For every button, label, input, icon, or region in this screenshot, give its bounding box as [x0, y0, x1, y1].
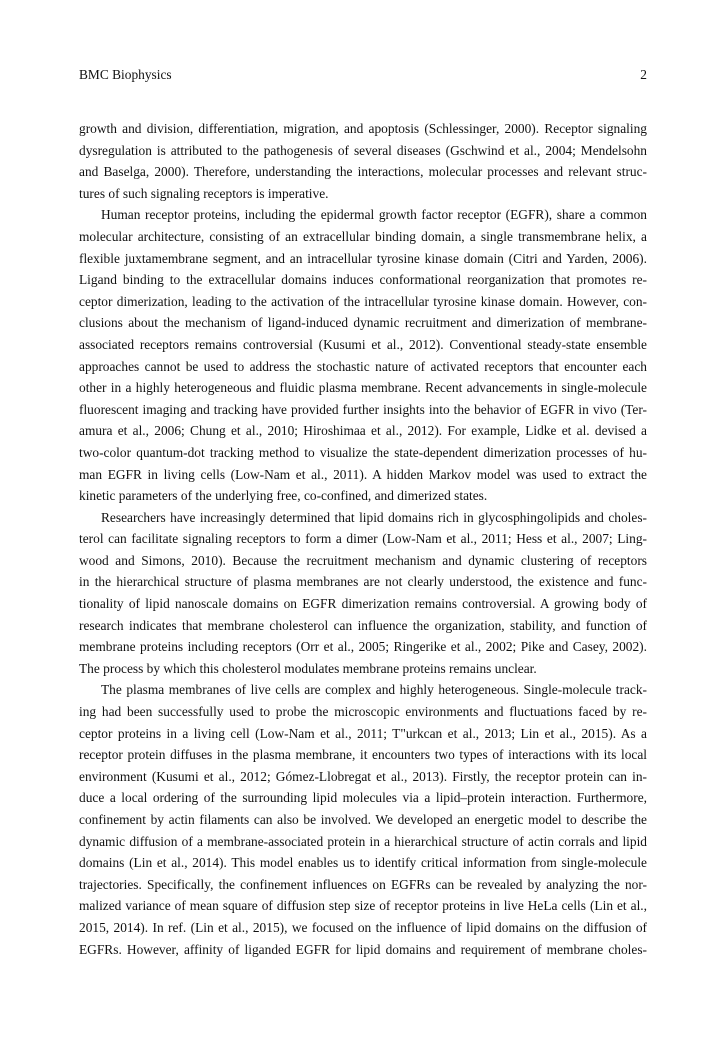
text-line: terol can facilitate signaling receptors to form a dimer (Low-Nam et al., 2011; Hess et al., 2007; Ling- [79, 531, 647, 547]
text-line: Researchers have increasingly determined that lipid domains rich in glycosphingolipids and choles- [101, 509, 647, 525]
text-line: receptor protein diffuses in the plasma membrane, it encounters two types of interactions with its local [79, 747, 647, 763]
text-line: Human receptor proteins, including the epidermal growth factor receptor (EGFR), share a common [101, 207, 647, 223]
text-line: 2015, 2014). In ref. (Lin et al., 2015), we focused on the influence of lipid domains on the diffusion of [79, 919, 647, 935]
text-line: environment (Kusumi et al., 2012; Gómez-Llobregat et al., 2013). Firstly, the receptor protein can in- [79, 768, 647, 784]
text-line: other in a highly heterogeneous and fluidic plasma membrane. Recent advancements in single-molecule [79, 380, 647, 396]
text-line: kinetic parameters of the underlying free, co-confined, and dimerized states. [79, 488, 488, 504]
paragraph [79, 679, 647, 960]
journal-name: BMC Biophysics [79, 67, 172, 82]
text-line: membrane proteins including receptors (Orr et al., 2005; Ringerike et al., 2002; Pike and Casey, 2002). [79, 639, 647, 655]
text-line: amura et al., 2006; Chung et al., 2010; Hiroshimaa et al., 2012). For example, Lidke et al. devised a [79, 423, 647, 439]
text-line: wood and Simons, 2010). Because the recruitment mechanism and dynamic clustering of receptors [79, 552, 647, 568]
text-line: flexible juxtamembrane segment, and an intracellular tyrosine kinase domain (Citri and Yarden, 2006). [79, 250, 647, 266]
body-text [79, 118, 647, 960]
text-line: associated receptors remains controversial (Kusumi et al., 2012). Conventional steady-state ensemble [79, 336, 647, 352]
text-line: growth and division, differentiation, migration, and apoptosis (Schlessinger, 2000). Receptor signaling [79, 121, 647, 136]
text-line: trajectories. Specifically, the confinement influences on EGFRs can be revealed by analyzing the nor- [79, 876, 647, 892]
text-line: ceptor dimerization, leading to the activation of the intracellular tyrosine kinase domain. However, con- [79, 293, 647, 309]
text-line: duce a local ordering of the surrounding lipid molecules via a lipid–protein interaction. Furthermore, [79, 790, 647, 806]
paragraph [79, 204, 647, 506]
text-line: man EGFR in living cells (Low-Nam et al., 2011). A hidden Markov model was used to extract the [79, 466, 647, 482]
text-line: EGFRs. However, affinity of liganded EGFR for lipid domains and requirement of membrane choles- [79, 941, 647, 957]
text-line: approaches cannot be used to address the stochastic nature of activated receptors that encounter each [79, 358, 647, 374]
text-line: fluorescent imaging and tracking have provided further insights into the behavior of EGFR in vivo (Ter- [79, 401, 647, 417]
text-line: confinement by actin filaments can also be involved. We developed an energetic model to describe the [79, 812, 647, 827]
paragraph [79, 507, 647, 680]
text-line: ceptor proteins in a living cell (Low-Nam et al., 2011; T"urkcan et al., 2013; Lin et al., 2015). As a [79, 725, 647, 741]
text-line: molecular architecture, consisting of an extracellular binding domain, a single transmembrane helix, a [79, 228, 647, 244]
text-line: two-color quantum-dot tracking method to visualize the state-dependent dimerization processes of hu- [79, 444, 647, 460]
text-line: Ligand binding to the extracellular domains induces conformational reorganization that promotes re- [79, 272, 647, 288]
text-line: ing had been successfully used to probe the microscopic environments and fluctuations faced by re- [79, 704, 647, 720]
text-line: dynamic diffusion of a membrane-associated protein in a hierarchical structure of actin corrals and lipid [79, 833, 647, 849]
text-line: domains (Lin et al., 2014). This model enables us to identify critical information from single-molecule [79, 855, 647, 871]
paragraph [79, 118, 647, 204]
running-header [79, 66, 647, 84]
text-line: malized variance of mean square of diffusion step size of receptor proteins in live HeLa cells (Lin et al., [79, 898, 647, 914]
text-line: tionality of lipid nanoscale domains on EGFR dimerization remains controversial. A growing body of [79, 596, 647, 612]
text-line: research indicates that membrane cholesterol can influence the organization, stability, and function of [79, 617, 647, 633]
page-number: 2 [640, 67, 647, 82]
text-line: The process by which this cholesterol modulates membrane proteins remains unclear. [79, 660, 537, 676]
text-line: and Baselga, 2000). Therefore, understanding the interactions, molecular processes and relevant struc- [79, 164, 647, 180]
text-line: The plasma membranes of live cells are complex and highly heterogeneous. Single-molecule track- [101, 682, 647, 698]
text-line: clusions about the mechanism of ligand-induced dynamic recruitment and dimerization of membrane- [79, 315, 647, 331]
text-line: dysregulation is attributed to the pathogenesis of several diseases (Gschwind et al., 2004; Mendelsohn [79, 142, 647, 158]
text-line: in the hierarchical structure of plasma membranes are not clearly understood, the existence and func- [79, 574, 647, 590]
text-line: tures of such signaling receptors is imperative. [79, 185, 329, 201]
